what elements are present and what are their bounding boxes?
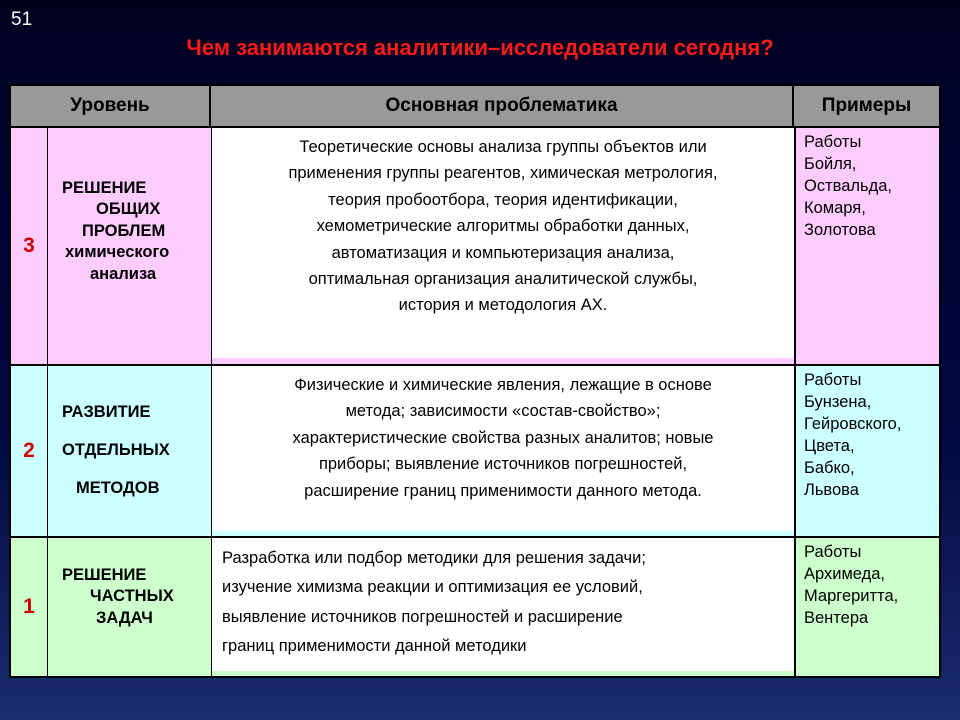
example-line: Работы xyxy=(804,371,862,389)
topic-line: теория пробоотбора, теория идентификации, xyxy=(328,190,678,209)
topic-text xyxy=(212,538,794,671)
example-line: Бойля, xyxy=(804,154,857,173)
header-topic: Основная проблематика xyxy=(211,84,794,128)
example-line: Гейровского, xyxy=(804,414,902,433)
topic-line: метода; зависимости «состав-свойство»; xyxy=(345,402,661,421)
topic-line: автоматизация и компьютеризация анализа, xyxy=(331,243,675,262)
example-line: Бунзена, xyxy=(804,392,872,411)
row-number: 2 xyxy=(9,366,47,538)
row-number: 3 xyxy=(9,128,47,366)
example-line: Вентера xyxy=(804,608,869,627)
slide-number: 51 xyxy=(11,9,33,30)
topic-line: хемометрические алгоритмы обработки данных, xyxy=(316,217,690,236)
level-line: ЧАСТНЫХ xyxy=(90,587,174,606)
header-examples: Примеры xyxy=(794,84,941,128)
level-name xyxy=(47,128,211,366)
topic-text xyxy=(212,128,794,358)
topic-line: история и методология АХ. xyxy=(398,296,608,315)
topic-line: Разработка или подбор методики для решения задачи; xyxy=(222,549,646,567)
topic-line: Физические и химические явления, лежащие в основе xyxy=(294,376,712,394)
levels-table xyxy=(9,84,941,678)
topic-cell xyxy=(211,128,794,366)
example-line: Работы xyxy=(804,133,862,151)
header-level: Уровень xyxy=(9,84,211,128)
example-line: Оствальда, xyxy=(804,176,893,195)
example-line: Львова xyxy=(804,480,859,499)
level-name xyxy=(47,366,211,538)
topic-line: расширение границ применимости данного метода. xyxy=(304,481,702,500)
examples-cell xyxy=(794,538,941,678)
level-line: химического xyxy=(65,243,170,262)
row-number: 1 xyxy=(9,538,47,678)
topic-text xyxy=(212,366,794,531)
level-name xyxy=(47,538,211,678)
example-line: Работы xyxy=(804,543,862,561)
topic-cell xyxy=(211,366,794,538)
slide-title: Чем занимаются аналитики–исследователи сегодня? xyxy=(186,35,774,60)
example-line: Архимеда, xyxy=(804,564,886,583)
topic-line: применения группы реагентов, химическая метрология, xyxy=(288,164,718,183)
level-line: РЕШЕНИЕ xyxy=(62,179,147,197)
examples-cell xyxy=(794,366,941,538)
level-line: ПРОБЛЕМ xyxy=(82,221,166,240)
level-line: ЗАДАЧ xyxy=(96,608,153,627)
examples-cell xyxy=(794,128,941,366)
level-line: МЕТОДОВ xyxy=(76,478,160,497)
topic-line: выявление источников погрешностей и расширение xyxy=(222,607,623,626)
topic-line: приборы; выявление источников погрешностей, xyxy=(318,455,688,474)
topic-line: характеристические свойства разных аналитов; новые xyxy=(292,428,714,447)
level-line: анализа xyxy=(90,264,157,283)
topic-line: оптимальная организация аналитической службы, xyxy=(308,269,698,288)
level-line: РАЗВИТИЕ xyxy=(62,403,151,421)
topic-line: границ применимости данной методики xyxy=(222,637,527,656)
topic-line: изучение химизма реакции и оптимизация ее условий, xyxy=(222,578,643,597)
example-line: Золотова xyxy=(804,220,876,239)
level-line: ОБЩИХ xyxy=(96,200,161,219)
level-line: ОТДЕЛЬНЫХ xyxy=(62,440,170,459)
topic-line: Теоретические основы анализа группы объектов или xyxy=(299,138,707,156)
example-line: Бабко, xyxy=(804,458,855,477)
level-line: РЕШЕНИЕ xyxy=(62,566,147,584)
topic-cell xyxy=(211,538,794,678)
example-line: Цвета, xyxy=(804,436,855,455)
example-line: Комаря, xyxy=(804,198,866,217)
example-line: Маргеритта, xyxy=(804,586,899,605)
